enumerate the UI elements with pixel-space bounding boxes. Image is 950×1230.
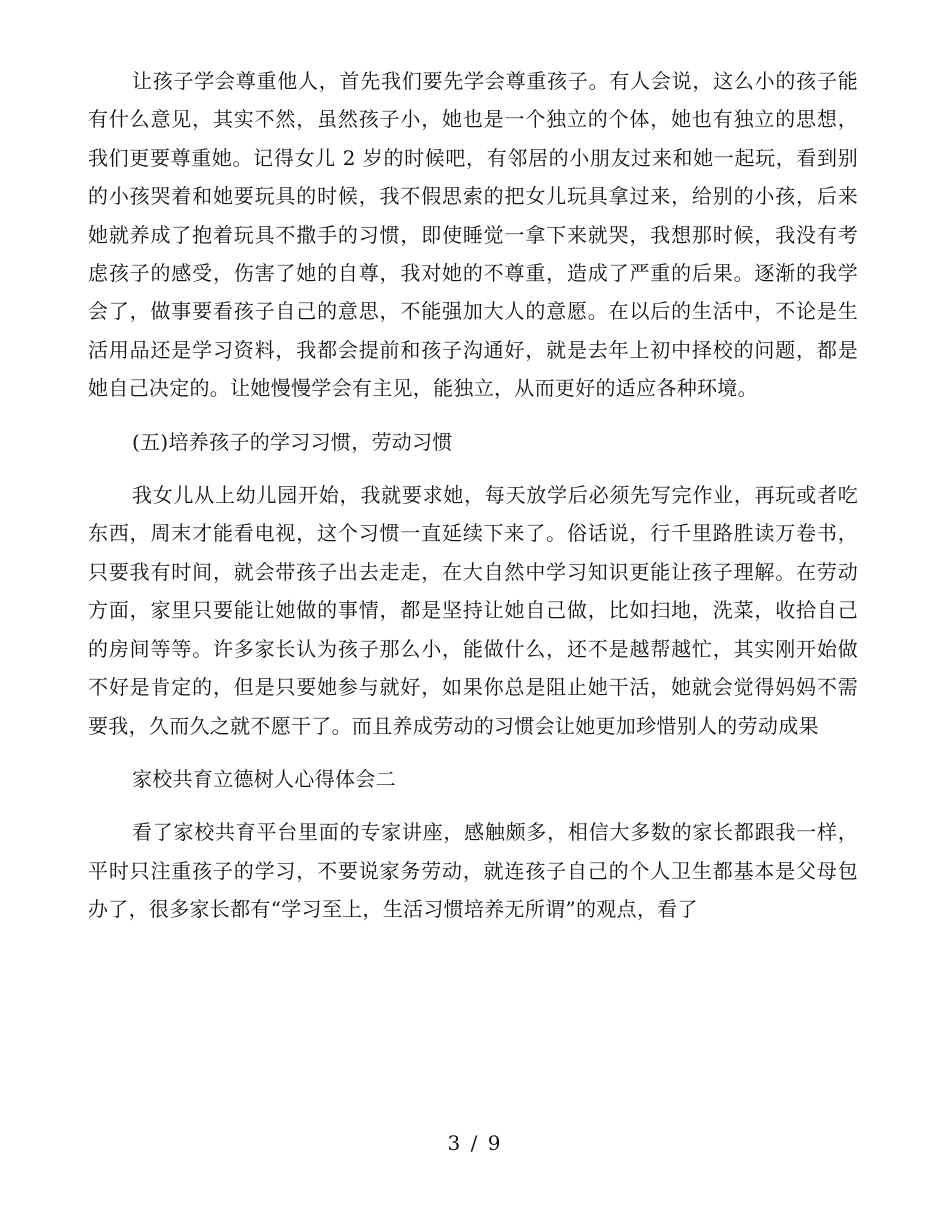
paragraph-gap (88, 408, 858, 423)
paragraph-respect: 让孩子学会尊重他人，首先我们要先学会尊重孩子。有人会说，这么小的孩子能有什么意见，其实不然，虽然孩子小，她也是一个独立的个体，她也有独立的思想，我们更要尊重她。记得女儿 2 岁的时候吧，有邻居的小朋友过来和她一起玩，看到别的小孩哭着和她要玩具的时候，我不假思索的把女儿玩具拿过来，给别的小孩，后来她就养成了抱着玩具不撒手的习惯，即使睡觉一拿下来就哭，我想那时候，我没有考虑孩子的感受，伤害了她的自尊，我对她的不尊重，造成了严重的后果。逐渐的我学会了，做事要看孩子自己的意思，不能强加大人的意愿。在以后的生活中，不论是生活用品还是学习资料，我都会提前和孩子沟通好，就是去年上初中择校的问题，都是她自己决定的。让她慢慢学会有主见，能独立，从而更好的适应各种环境。 (88, 69, 858, 401)
paragraph-gap (88, 745, 858, 760)
paragraph-gap (88, 461, 858, 476)
paragraph-expert-lecture: 看了家校共育平台里面的专家讲座，感触颇多，相信大多数的家长都跟我一样，平时只注重孩子的学习，不要说家务劳动，就连孩子自己的个人卫生都基本是父母包办了，很多家长都有“学习至上，生活习惯培养无所谓”的观点，看了 (88, 820, 858, 922)
paragraph-habits: 我女儿从上幼儿园开始，我就要求她，每天放学后必须先写完作业，再玩或者吃东西，周末才能看电视，这个习惯一直延续下来了。俗话说，行千里路胜读万卷书，只要我有时间，就会带孩子出去走走，在大自然中学习知识更能让孩子理解。在劳动方面，家里只要能让她做的事情，都是坚持让她自己做，比如扫地，洗菜，收拾自己的房间等等。许多家长认为孩子那么小，能做什么，还不是越帮越忙，其实刚开始做不好是肯定的，但是只要她参与就好，如果你总是阻止她干活，她就会觉得妈妈不需要我，久而久之就不愿干了。而且养成劳动的习惯会让她更加珍惜别人的劳动成果 (88, 483, 858, 738)
document-body (88, 62, 858, 929)
section-heading-part-two: 家校共育立德树人心得体会二 (132, 766, 396, 791)
section-heading-five: (五)培养孩子的学习习惯，劳动习惯 (132, 429, 453, 454)
paragraph-gap (88, 798, 858, 813)
page-number: 3 / 9 (447, 1131, 503, 1155)
